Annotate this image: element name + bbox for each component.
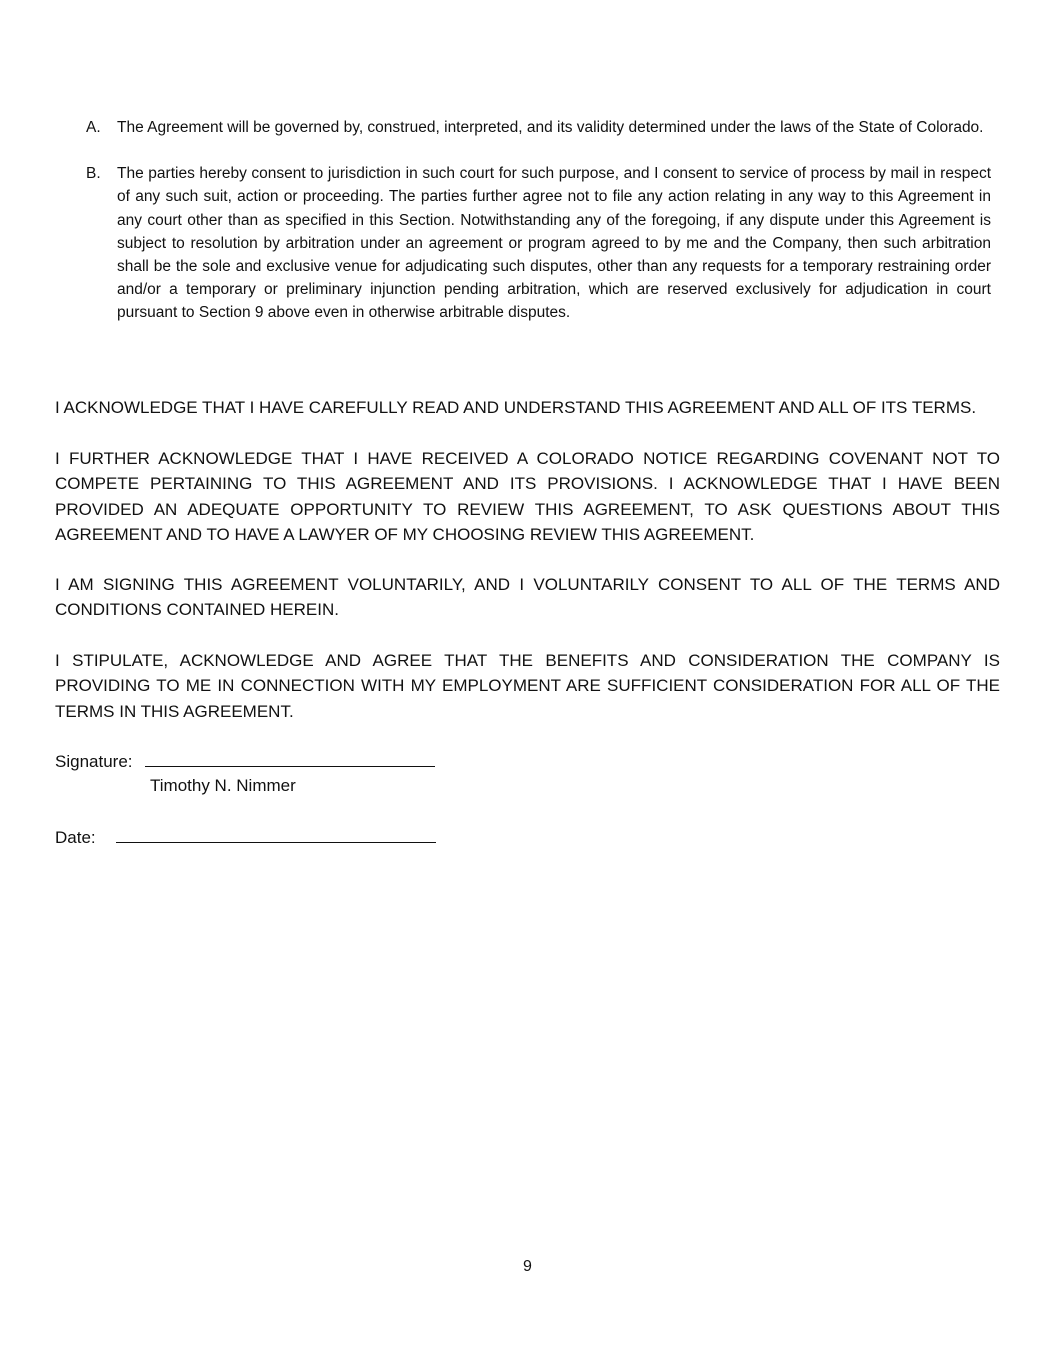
clause-a (86, 116, 991, 139)
date-label: Date: (55, 828, 96, 847)
signature-row (55, 748, 435, 774)
acknowledgement-read: I ACKNOWLEDGE THAT I HAVE CAREFULLY READ AND UNDERSTAND THIS AGREEMENT AND ALL OF ITS TERMS. (55, 398, 977, 417)
signature-line[interactable] (145, 748, 435, 767)
acknowledgement-voluntary: I AM SIGNING THIS AGREEMENT VOLUNTARILY, AND I VOLUNTARILY CONSENT TO ALL OF THE TERMS AND CONDITIONS CONTAINED HEREIN. (55, 575, 1000, 620)
acknowledgement-consideration: I STIPULATE, ACKNOWLEDGE AND AGREE THAT THE BENEFITS AND CONSIDERATION THE COMPANY IS PROVIDING TO ME IN CONNECTION WITH MY EMPLOYMENT ARE SUFFICIENT CONSIDERATION FOR ALL OF THE TERMS IN THIS AGREEMENT. (55, 651, 1000, 721)
page-number: 9 (523, 1258, 532, 1275)
clause-text: The parties hereby consent to jurisdiction in such court for such purpose, and I consent to service of process by mail in respect of any such suit, action or proceeding. The parties further agree not to file any action relating in any way to this Agreement in any court other than as specified in this Section. Notwithstanding any of the foregoing, if any dispute under this Agreement is subject to resolution by arbitration under an agreement or program agreed to by me and the Company, then such arbitration shall be the sole and exclusive venue for adjudicating such disputes, other than any requests for a temporary restraining order and/or a temporary or preliminary injunction pending arbitration, which are reserved exclusively for adjudication in court pursuant to Section 9 above even in otherwise arbitrable disputes. (117, 165, 991, 322)
clause-marker: A. (86, 119, 101, 136)
clause-text: The Agreement will be governed by, construed, interpreted, and its validity determined under the laws of the State of Colorado. (117, 119, 984, 136)
acknowledgement-colorado-notice: I FURTHER ACKNOWLEDGE THAT I HAVE RECEIVED A COLORADO NOTICE REGARDING COVENANT NOT TO COMPETE PERTAINING TO THIS AGREEMENT AND ITS PROVISIONS. I ACKNOWLEDGE THAT I HAVE BEEN PROVIDED AN ADEQUATE OPPORTUNITY TO REVIEW THIS AGREEMENT, TO ASK QUESTIONS ABOUT THIS AGREEMENT AND TO HAVE A LAWYER OF MY CHOOSING REVIEW THIS AGREEMENT. (55, 449, 1000, 544)
governing-law-clauses (86, 116, 991, 348)
signature-label: Signature: (55, 752, 133, 771)
date-line[interactable] (116, 824, 436, 843)
date-row (55, 824, 436, 850)
clause-b (86, 162, 991, 324)
clause-marker: B. (86, 165, 101, 183)
signer-name: Timothy N. Nimmer (150, 776, 296, 795)
